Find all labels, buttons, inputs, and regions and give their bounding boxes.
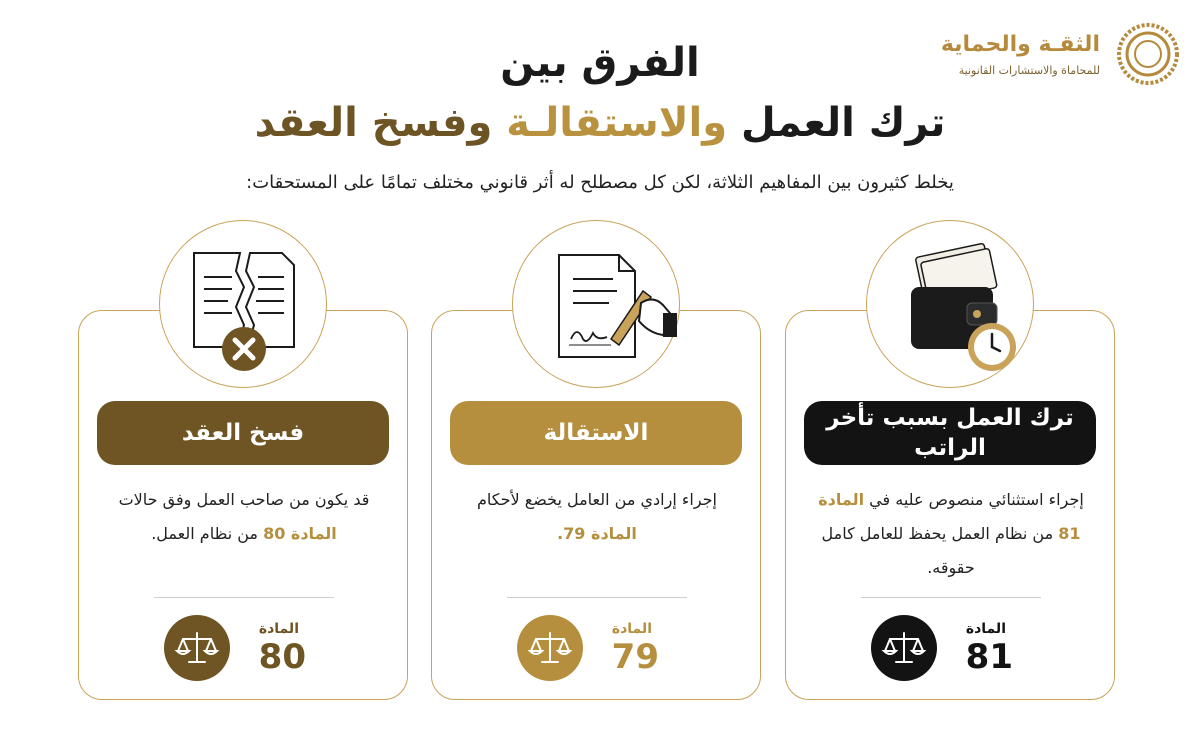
title-part-resignation: والاستقالـة <box>492 100 728 146</box>
page-title-line1: الفرق بين <box>500 40 700 86</box>
card-title-pill: فسخ العقد <box>97 401 389 465</box>
article-number: 79 <box>611 637 659 677</box>
article-label: المادة <box>965 621 1006 637</box>
divider <box>861 597 1041 598</box>
article-badge <box>517 615 677 685</box>
description-text: قد يكون من صاحب العمل وفق حالات <box>118 490 370 509</box>
page-title-line2 <box>0 100 1200 146</box>
title-part-leaving-work: ترك العمل <box>727 100 946 146</box>
article-label: المادة <box>611 621 652 637</box>
divider <box>154 597 334 598</box>
signing-contract-icon <box>512 220 680 388</box>
description-text: من نظام العمل يحفظ للعامل كامل حقوقه. <box>821 524 1059 577</box>
scales-icon <box>517 615 583 681</box>
description-text: إجراء إرادي من العامل يخضع لأحكام <box>477 490 717 509</box>
card-title-pill: الاستقالة <box>450 401 742 465</box>
wallet-clock-icon <box>866 220 1034 388</box>
article-highlight: المادة 79. <box>557 524 637 543</box>
article-badge <box>164 615 324 685</box>
description-text: من نظام العمل. <box>151 524 264 543</box>
article-highlight: المادة 81 <box>818 490 1081 543</box>
card-title-pill: ترك العمل بسبب تأخر الراتب <box>804 401 1096 465</box>
description-text: إجراء استثنائي منصوص عليه في <box>864 490 1084 509</box>
logo-subtitle: للمحاماة والاستشارات القانونية <box>958 64 1100 77</box>
article-number: 81 <box>965 637 1013 677</box>
article-number: 80 <box>258 637 306 677</box>
article-highlight: المادة 80 <box>263 524 337 543</box>
scales-icon <box>871 615 937 681</box>
divider <box>507 597 687 598</box>
scales-icon <box>164 615 230 681</box>
card-description <box>452 483 742 551</box>
intro-text: يخلط كثيرون بين المفاهيم الثلاثة، لكن كل مصطلح له أثر قانوني مختلف تمامًا على المستحقات: <box>246 172 954 193</box>
article-badge <box>871 615 1031 685</box>
card-description <box>99 483 389 551</box>
article-label: المادة <box>258 621 299 637</box>
logo-name: الثقـة والحماية <box>940 32 1100 57</box>
title-part-termination: وفسخ العقد <box>254 100 493 146</box>
card-description <box>806 483 1096 585</box>
torn-contract-icon <box>159 220 327 388</box>
